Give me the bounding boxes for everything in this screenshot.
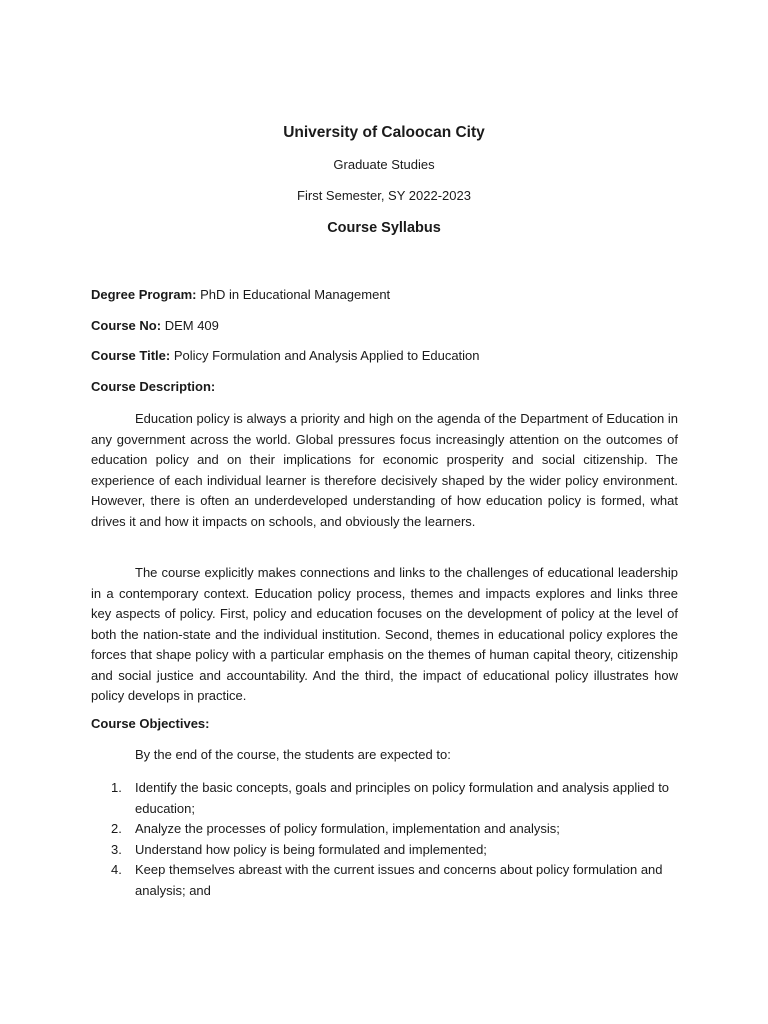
university-name: University of Caloocan City [283, 124, 485, 141]
course-title-field [91, 348, 480, 363]
course-description-heading [91, 379, 215, 394]
list-number: 1. [111, 780, 122, 795]
division-name: Graduate Studies [333, 157, 435, 172]
field-value: DEM 409 [164, 318, 219, 333]
degree-program-field [91, 287, 390, 302]
document-title: Course Syllabus [327, 220, 441, 236]
list-text: Keep themselves abreast with the current issues and concerns about policy formulation and analysis; and [135, 862, 663, 898]
list-item [91, 840, 678, 861]
semester-label: First Semester, SY 2022-2023 [297, 188, 471, 203]
field-value: PhD in Educational Management [200, 287, 391, 302]
field-label: Course Title: [91, 348, 171, 363]
description-paragraph: The course explicitly makes connections and links to the challenges of educational leadership in a contemporary context. Education policy process, themes and impacts explores and links three key aspects of policy. First, policy and education focuses on the development of policy at the level of both the nation-state and the individual institution. Second, themes in educational policy explores the forces that shape policy with a particular emphasis on the themes of human capital theory, citizenship and social justice and accountability. And the third, the impact of educational policy illustrates how policy develops in practice. [91, 565, 678, 703]
list-text: Analyze the processes of policy formulation, implementation and analysis; [135, 821, 560, 836]
field-label: Course No: [91, 318, 162, 333]
objectives-list [91, 778, 678, 901]
list-number: 2. [111, 821, 122, 836]
objectives-heading: Course Objectives: [91, 716, 210, 731]
list-number: 3. [111, 841, 122, 857]
objectives-intro: By the end of the course, the students are expected to: [135, 747, 451, 762]
list-item [91, 778, 678, 819]
field-label: Degree Program: [91, 287, 197, 302]
list-item [91, 819, 678, 840]
list-text: Identify the basic concepts, goals and principles on policy formulation and analysis applied to education; [135, 780, 670, 816]
list-text: Understand how policy is being formulated and implemented; [135, 841, 487, 857]
list-item [91, 860, 678, 901]
list-number: 4. [111, 862, 122, 877]
field-value: Policy Formulation and Analysis Applied to Education [173, 348, 480, 363]
course-no-field [91, 318, 219, 333]
field-label: Course Description: [91, 379, 216, 394]
description-paragraph: Education policy is always a priority and high on the agenda of the Department of Education in any government across the world. Global pressures focus increasingly attention on the outcomes of education policy and on their implications for economic prosperity and social citizenship. The experience of each individual learner is therefore decisively shaped by the wider policy environment. However, there is often an underdeveloped understanding of how education policy is formed, what drives it and how it impacts on schools, and obviously the learners. [91, 411, 678, 529]
